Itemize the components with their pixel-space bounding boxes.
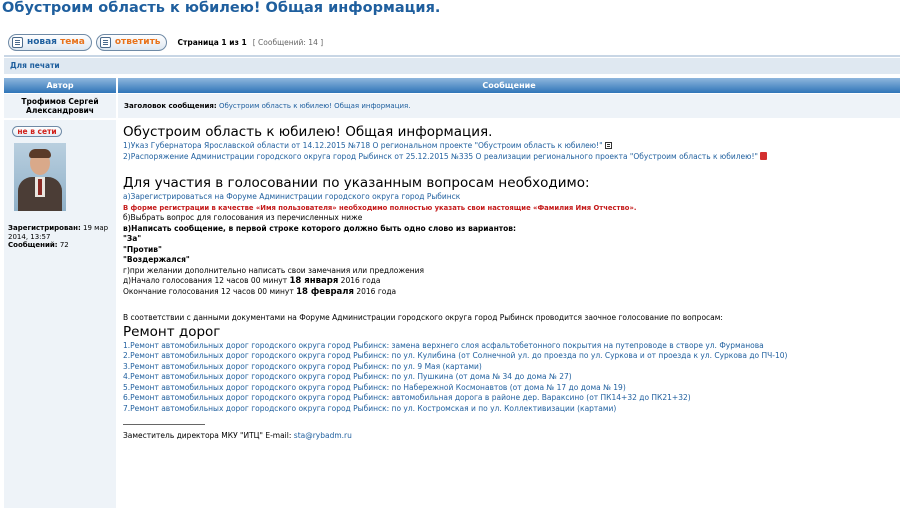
document-icon[interactable] <box>605 142 612 149</box>
reply-icon <box>100 37 111 48</box>
registered-value: 19 мар 2014, 13:57 <box>8 224 109 241</box>
step-write: в)Написать сообщение, в первой строке которого должно быть одно слово из вариантов: <box>123 223 517 233</box>
signature <box>123 431 898 442</box>
new-topic-label: новая <box>27 37 57 47</box>
option-against: "Против" <box>123 244 162 254</box>
option-for: "За" <box>123 234 142 243</box>
reply-label: ответить <box>114 37 161 47</box>
status-badge[interactable]: не в сети <box>12 126 62 137</box>
option-abstain: "Воздержался" <box>123 255 190 264</box>
document-link-2[interactable] <box>123 152 898 163</box>
subject-label: Заголовок сообщения: <box>124 102 217 110</box>
doc1-text[interactable]: Указ Губернатора Ярославской области от 14.12.2015 №718 О региональном проекте "Обустроим область к юбилею!" <box>130 141 603 150</box>
author-info <box>8 224 116 250</box>
start-prefix: д)Начало голосования 12 часов 00 минут <box>123 276 288 285</box>
doc2-text[interactable]: Распоряжение Администрации городского округа город Рыбинск от 25.12.2015 №335 О реализации регионального проекта "Обустроим область к юбилею!" <box>130 151 758 161</box>
topic-link[interactable]: 5.Ремонт автомобильных дорог городского округа город Рыбинск: по Набережной Космонавтов (от дома № 17 до дома № 19) <box>123 382 626 392</box>
post-content <box>123 124 898 442</box>
messages-value: 72 <box>59 241 69 249</box>
topic-link[interactable]: 2.Ремонт автомобильных дорог городского округа город Рыбинск: по ул. Кулибина (от Солнечной ул. до проезда по ул. Суркова и от проезда к ул. Суркова до ПЧ-10) <box>123 351 788 360</box>
doc1-number: 1) <box>123 141 131 150</box>
end-date: 18 февраля <box>296 286 354 297</box>
doc2-number: 2) <box>123 151 131 161</box>
step-comment: г)при желании дополнительно написать свои замечания или предложения <box>123 265 425 275</box>
pencil-icon <box>12 37 23 48</box>
step-register-link[interactable]: а)Зарегистрироваться на Форуме Администрации городского округа город Рыбинск <box>123 192 461 201</box>
post-subject-row <box>118 94 900 118</box>
registration-warning: В форме регистрации в качестве «Имя пользователя» необходимо полностью указать свои настоящие «Фамилия Имя Отчество». <box>123 203 637 212</box>
page-indicator: Страница 1 из 1 <box>177 37 247 47</box>
section-heading: Ремонт дорог <box>123 323 221 340</box>
avatar <box>14 143 66 211</box>
message-count: [ Сообщений: 14 ] <box>252 37 324 47</box>
registered-label: Зарегистрирован: <box>8 224 81 232</box>
new-topic-button[interactable] <box>8 34 92 51</box>
print-bar <box>4 58 900 74</box>
end-prefix: Окончание голосования 12 часов 00 минут <box>123 286 294 296</box>
topic-link[interactable]: 6.Ремонт автомобильных дорог городского округа город Рыбинск: автомобильная дорога в районе дер. Вараксино (от ПК14+32 до ПК21+32) <box>123 393 691 402</box>
signature-divider <box>123 424 205 425</box>
toolbar <box>8 32 323 52</box>
end-suffix: 2016 года <box>356 286 397 296</box>
signature-email-link[interactable]: sta@rybadm.ru <box>293 431 352 440</box>
voting-end <box>123 287 898 298</box>
document-link-1[interactable] <box>123 141 898 152</box>
divider <box>4 55 900 57</box>
signature-text: Заместитель директора МКУ "ИТЦ" E-mail: <box>123 431 292 440</box>
voting-intro: В соответствии с данными документами на Форуме Администрации городского округа город Рыбинск проводится заочное голосование по вопросам: <box>123 313 723 322</box>
start-date: 18 января <box>289 276 339 286</box>
subject-link[interactable]: Обустроим область к юбилею! Общая информация. <box>218 102 411 110</box>
topic-link[interactable]: 4.Ремонт автомобильных дорог городского округа город Рыбинск: по ул. Пушкина (от дома № 34 до дома № 27) <box>123 372 572 381</box>
voting-heading: Для участия в голосовании по указанным вопросам необходимо: <box>123 175 590 191</box>
column-header-author: Автор <box>4 78 116 93</box>
post-heading: Обустроим область к юбилею! Общая информация. <box>123 124 493 140</box>
column-header-message: Сообщение <box>118 78 900 93</box>
new-topic-label-accent: тема <box>60 37 85 47</box>
voting-start <box>123 276 898 287</box>
topic-link[interactable]: 7.Ремонт автомобильных дорог городского округа город Рыбинск: по ул. Костромская и по ул. Коллективизации (картами) <box>123 403 617 413</box>
messages-label: Сообщений: <box>8 241 58 249</box>
author-name: Трофимов Сергей Александрович <box>4 94 116 118</box>
pdf-icon[interactable] <box>760 152 767 160</box>
step-choose: б)Выбрать вопрос для голосования из перечисленных ниже <box>123 213 363 222</box>
print-link[interactable]: Для печати <box>10 61 60 70</box>
start-suffix: 2016 года <box>340 276 381 285</box>
page-title[interactable]: Обустроим область к юбилею! Общая информация. <box>2 0 441 16</box>
topic-link[interactable]: 1.Ремонт автомобильных дорог городского округа город Рыбинск: замена верхнего слоя асфальтобетонного покрытия на путепроводе в створе ул. Фурманова <box>123 340 764 350</box>
topic-link[interactable]: 3.Ремонт автомобильных дорог городского округа город Рыбинск: по ул. 9 Мая (картами) <box>123 361 482 371</box>
reply-button[interactable] <box>96 34 168 51</box>
